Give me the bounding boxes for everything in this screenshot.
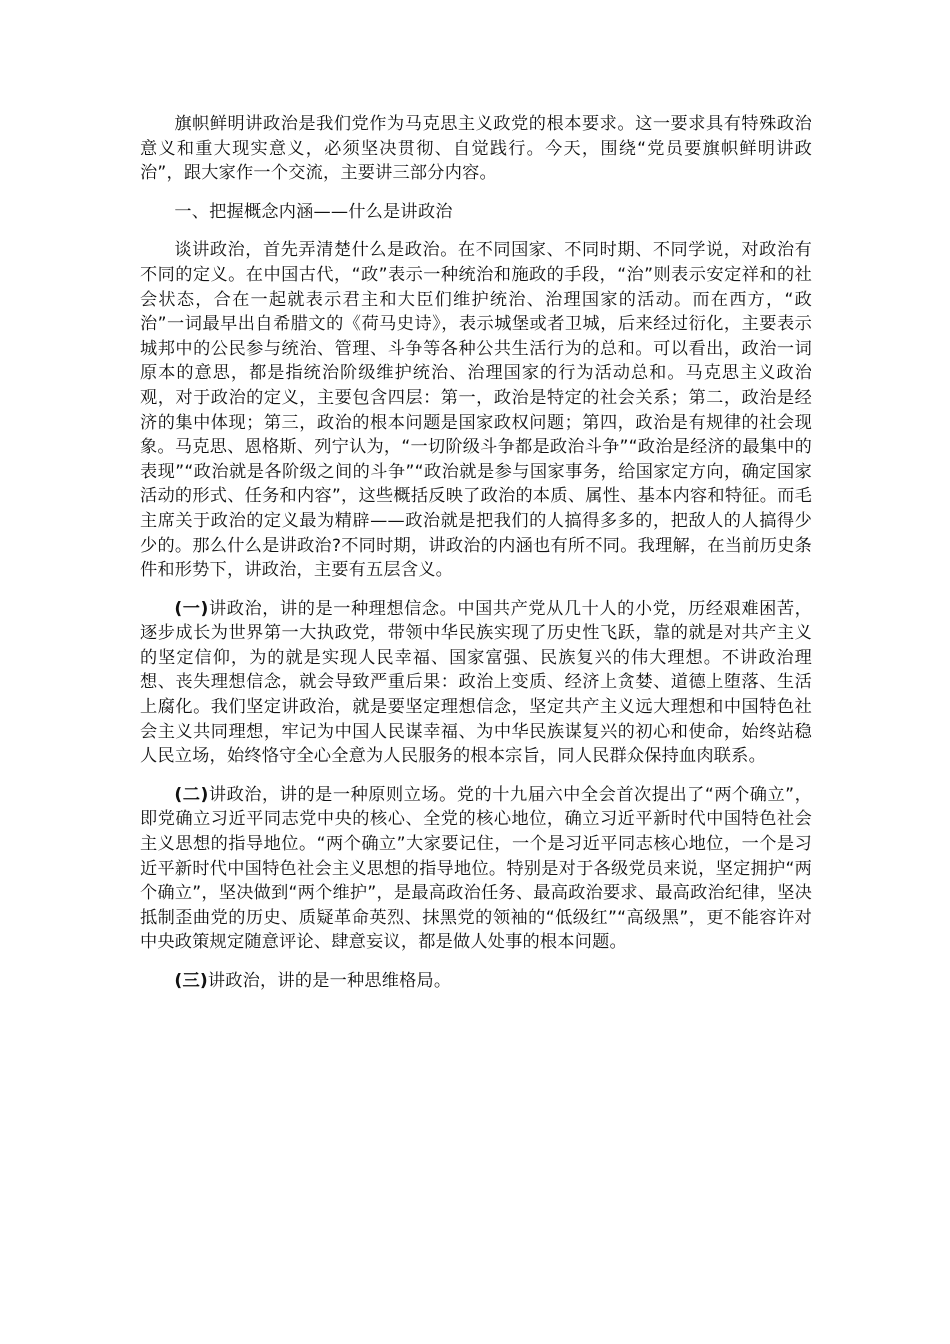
section-heading: 一、把握概念内涵——什么是讲政治 [174, 201, 453, 222]
intro-paragraph: 旗帜鲜明讲政治是我们党作为马克思主义政党的根本要求。这一要求具有特殊政治意义和重大现实意义，必须坚决贯彻、自觉践行。今天，围绕“党员要旗帜鲜明讲政治”，跟大家作一个交流，主要讲三部分内容。 [140, 114, 812, 184]
point-marker: (二) [174, 784, 209, 805]
point-marker: (三) [174, 971, 208, 991]
point-paragraph-1 [140, 597, 812, 769]
point-marker: (一) [174, 598, 209, 619]
section-body-paragraph: 谈讲政治，首先弄清楚什么是政治。在不同国家、不同时期、不同学说，对政治有不同的定义。在中国古代，“政”表示一种统治和施政的手段，“治”则表示安定祥和的社会状态，合在一起就表示君主和大臣们维护统治、治理国家的活动。而在西方，“政治”一词最早出自希腊文的《荷马史诗》，表示城堡或者卫城，后来经过衍化，主要表示城邦中的公民参与统治、管理、斗争等各种公共生活行为的总和。可以看出，政治一词原本的意思，都是指统治阶级维护统治、治理国家的行为活动总和。马克思主义政治观，对于政治的定义，主要包含四层：第一，政治是特定的社会关系；第二，政治是经济的集中体现；第三，政治的根本问题是国家政权问题；第四，政治是有规律的社会现象。马克思、恩格斯、列宁认为，“一切阶级斗争都是政治斗争”“政治是经济的最集中的表现”“政治就是各阶级之间的斗争”“政治就是参与国家事务，给国家定方向，确定国家活动的形式、任务和内容”，这些概括反映了政治的本质、属性、基本内容和特征。而毛主席关于政治的定义最为精辟——政治就是把我们的人搞得多多的，把敌人的人搞得少少的。那么什么是讲政治?不同时期，讲政治的内涵也有所不同。我理解，在当前历史条件和形势下，讲政治，主要有五层含义。 [140, 240, 812, 581]
point-text: 讲政治，讲的是一种理想信念。中国共产党从几十人的小党，历经艰难困苦，逐步成长为世界第一大执政党，带领中华民族实现了历史性飞跃，靠的就是对共产主义的坚定信仰，为的就是实现人民幸福、国家富强、民族复兴的伟大理想。不讲政治理想、丧失理想信念，就会导致严重后果：政治上变质、经济上贪婪、道德上堕落、生活上腐化。我们坚定讲政治，就是要坚定理想信念，坚定共产主义远大理想和中国特色社会主义共同理想，牢记为中国人民谋幸福、为中华民族谋复兴的初心和使命，始终站稳人民立场，始终恪守全心全意为人民服务的根本宗旨，同人民群众保持血肉联系。 [140, 598, 812, 767]
point-paragraph-2 [140, 783, 812, 955]
point-paragraph-3 [140, 969, 812, 994]
document-page [140, 112, 812, 1008]
point-text: 讲政治，讲的是一种思维格局。 [207, 971, 452, 991]
point-text: 讲政治，讲的是一种原则立场。党的十九届六中全会首次提出了“两个确立”，即党确立习近平同志党中央的核心、全党的核心地位，确立习近平新时代中国特色社会主义思想的指导地位。“两个确立”大家要记住，一个是习近平同志核心地位，一个是习近平新时代中国特色社会主义思想的指导地位。特别是对于各级党员来说，坚定拥护“两个确立”，坚决做到“两个维护”，是最高政治任务、最高政治要求、最高政治纪律，坚决抵制歪曲党的历史、质疑革命英烈、抹黑党的领袖的“低级红”“高级黑”，更不能容许对中央政策规定随意评论、肆意妄议，都是做人处事的根本问题。 [140, 784, 813, 953]
